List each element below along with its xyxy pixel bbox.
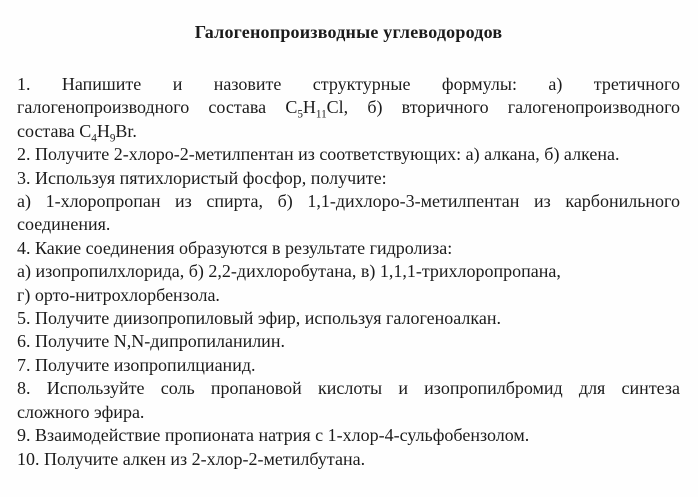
task-1-line-1: 1. Напишите и назовите структурные формулы: а) третичного — [17, 74, 680, 94]
task-1-line-3 — [17, 120, 680, 143]
task-10: 10. Получите алкен из 2-хлор-2-метилбутана. — [17, 448, 366, 469]
task-6: 6. Получите N,N-дипропиланилин. — [17, 331, 285, 352]
task-4-sub-g: г) орто-нитрохлорбензола. — [17, 284, 220, 305]
task-1-line-2-text-post: Cl, б) вторичного галогенопроизводного — [326, 97, 680, 118]
task-list — [17, 73, 680, 471]
formula-subscript: 5 — [297, 109, 303, 121]
task-3-sub-line-2: соединения. — [17, 214, 111, 235]
task-4-sub-a: а) изопропилхлорида, б) 2,2-дихлоробутана, в) 1,1,1-трихлоропропана, — [17, 261, 561, 282]
task-3: 3. Используя пятихлористый фосфор, получите: — [17, 167, 387, 188]
task-1-line-2-text-pre: галогенопроизводного состава C — [17, 97, 298, 118]
document-title: Галогенопроизводные углеводородов — [194, 22, 503, 42]
task-1-line-3-text-pre: состава C — [17, 120, 92, 141]
formula-subscript: 4 — [91, 132, 97, 145]
formula-subscript: 9 — [109, 132, 116, 145]
task-1-line-3-text-post: Br. — [115, 120, 137, 141]
task-5: 5. Получите диизопропиловый эфир, используя галогеноалкан. — [17, 308, 502, 329]
task-3-sub-line-1: а) 1-хлоропропан из спирта, б) 1,1-дихлоро-3-метилпентан из карбонильного — [17, 191, 680, 212]
task-2: 2. Получите 2-хлоро-2-метилпентан из соответствующих: а) алкана, б) алкена. — [17, 144, 620, 165]
task-1-line-2 — [17, 96, 680, 119]
formula-subscript: 11 — [315, 109, 327, 121]
task-8-line-1: 8. Используйте соль пропановой кислоты и изопропилбромид для синтеза — [17, 378, 680, 399]
task-8-line-2: сложного эфира. — [17, 401, 145, 422]
task-7: 7. Получите изопропилцианид. — [17, 354, 256, 375]
task-4: 4. Какие соединения образуются в результате гидролиза: — [17, 237, 453, 258]
task-9: 9. Взаимодействие пропионата натрия с 1-хлор-4-сульфобензолом. — [17, 425, 530, 446]
task-1-line-3-text-mid: H — [96, 120, 110, 141]
task-1-line-2-text-mid: H — [302, 97, 316, 118]
